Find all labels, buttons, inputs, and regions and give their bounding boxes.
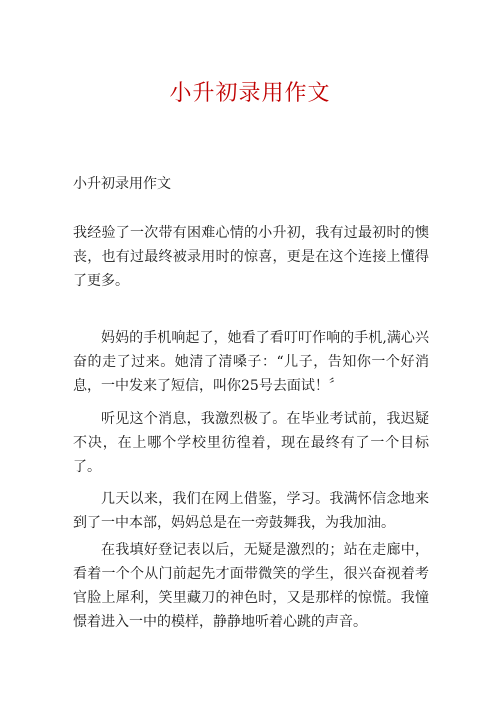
paragraph-4: 几天以来，我们在网上借鉴，学习。我满怀信念地来到了一中本部，妈妈总是在一旁鼓舞我，为我加油。 [73, 491, 429, 531]
paragraph-3: 听见这个消息，我激烈极了。在毕业考试前，我迟疑不决，在上哪个学校里彷徨着，现在最终有了一个目标了。 [73, 411, 429, 475]
paragraph-1: 我经验了一次带有困难心情的小升初，我有过最初时的懊丧，也有过最终被录用时的惊喜，更是在这个连接上懂得了更多。 [73, 225, 429, 289]
document-subtitle: 小升初录用作文 [73, 176, 171, 192]
paragraph-2: 妈妈的手机响起了，她看了看叮叮作响的手机,满心兴奋的走了过来。她清了清嗓子：“儿子，告知你一个好消息，一中发来了短信，叫你25号去面试！〞 [73, 330, 429, 394]
paragraph-5: 在我填好登记表以后，无疑是激烈的；站在走廊中，看着一个个从门前起先才面带微笑的学生，很兴奋视着考官脸上犀利，笑里藏刀的神色时，又是那样的惊慌。我憧憬着进入一中的模样，静静地听着心跳的声音。 [73, 542, 429, 630]
document-title: 小升初录用作文 [169, 81, 331, 106]
